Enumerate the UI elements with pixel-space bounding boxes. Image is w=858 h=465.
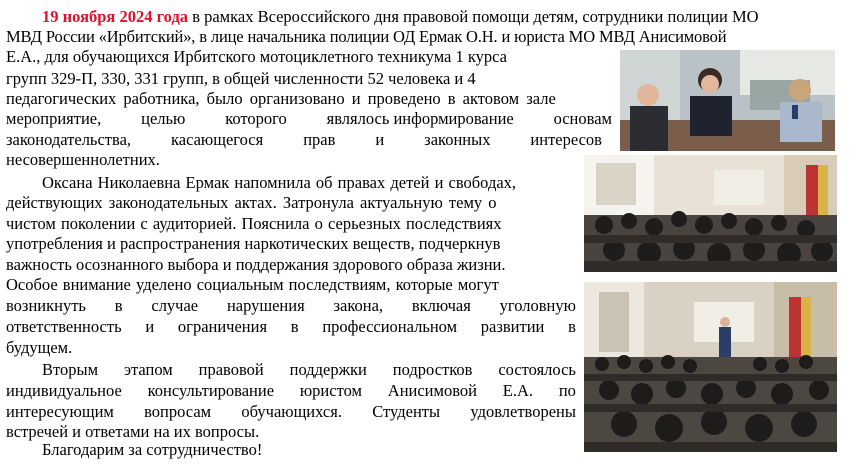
word: законодательства,	[6, 130, 132, 149]
paragraph-3-line-4: встречей и ответами на их вопросы.	[6, 422, 260, 441]
paragraph-4-line-1: Благодарим за сотрудничество!	[42, 440, 263, 459]
word: профессиональном	[322, 317, 458, 336]
word: закона,	[333, 296, 384, 315]
paragraph-1-line-4-text: групп 329-П, 330, 331 групп, в общей численности 52 человека и 4	[6, 69, 476, 88]
paragraph-1-line-6	[6, 109, 612, 129]
paragraph-2-line-7	[6, 296, 576, 316]
word: ограничения	[177, 317, 268, 336]
word: в	[568, 317, 576, 336]
paragraph-2-line-6: Особое внимание уделено социальным последствиям, которые могут	[6, 275, 499, 294]
word: прав	[303, 130, 336, 149]
word: обучающихся.	[241, 402, 342, 421]
word: индивидуальное	[6, 381, 122, 400]
word: поддержки	[289, 360, 367, 379]
word: случае	[151, 296, 199, 315]
word: и	[375, 130, 385, 149]
photo-assembly-hall-wide-graphic	[584, 282, 837, 452]
paragraph-1-line-3: Е.А., для обучающихся Ирбитского мотоциклетного техникума 1 курса	[6, 47, 507, 66]
paragraph-1-line-1	[42, 7, 759, 27]
word: подростков	[392, 360, 473, 379]
word: Анисимовой	[387, 381, 477, 400]
word: уголовную	[499, 296, 576, 315]
word: вопросам	[144, 402, 212, 421]
word: Вторым	[42, 360, 99, 379]
paragraph-1-line-5: педагогических работника, было организовано и проведено в актовом зале	[6, 89, 556, 108]
paragraph-1-line-2: МВД России «Ирбитский», в лице начальника полиции ОД Ермак О.Н. и юриста МО МВД Анисимовой	[6, 27, 727, 46]
paragraph-3-line-2	[6, 381, 576, 401]
word: включая	[411, 296, 471, 315]
word: консультирование	[147, 381, 275, 400]
word: в	[290, 317, 299, 336]
word: касающегося	[170, 130, 264, 149]
word: в	[114, 296, 123, 315]
word: законных	[424, 130, 491, 149]
word: состоялось	[498, 360, 576, 379]
word: развитии	[480, 317, 545, 336]
word: являлось информирование	[326, 109, 514, 128]
paragraph-3-line-3	[6, 402, 576, 422]
photo-assembly-hall-wide	[584, 282, 837, 452]
paragraph-3-line-1	[42, 360, 576, 380]
word: целью	[141, 109, 186, 128]
word: нарушения	[226, 296, 305, 315]
word: интересующим	[6, 402, 114, 421]
word: Е.А.	[502, 381, 534, 400]
paragraph-1-line-8: несовершеннолетних.	[6, 150, 160, 169]
word: основам	[553, 109, 612, 128]
event-date: 19 ноября 2024 года	[42, 7, 189, 26]
word: юристом	[299, 381, 362, 400]
word: мероприятие,	[6, 109, 102, 128]
photo-assembly-hall-graphic	[584, 155, 837, 272]
paragraph-2-line-2: действующих законодательных актах. Затронула актуальную тему о	[6, 193, 497, 212]
photo-assembly-hall	[584, 155, 837, 272]
paragraph-2-line-5: важность осознанного выбора и поддержания здорового образа жизни.	[6, 255, 506, 274]
word: удовлетворены	[470, 402, 576, 421]
word: ответственность	[6, 317, 122, 336]
word: интересов	[530, 130, 602, 149]
word: Студенты	[372, 402, 441, 421]
paragraph-2-line-9: будущем.	[6, 338, 73, 357]
paragraph-1-line-1-text: в рамках Всероссийского дня правовой помощи детям, сотрудники полиции МО	[192, 7, 759, 26]
paragraph-2-line-8	[6, 317, 576, 337]
paragraph-2-line-1: Оксана Николаевна Ермак напомнила об правах детей и свободах,	[42, 173, 517, 192]
word: этапом	[123, 360, 173, 379]
word: возникнуть	[6, 296, 86, 315]
word: правовой	[198, 360, 264, 379]
paragraph-2-line-4: употребления и распространения наркотических веществ, подчеркнув	[6, 234, 501, 253]
word: по	[558, 381, 576, 400]
paragraph-1-line-4	[6, 69, 612, 89]
photo-consultation	[620, 50, 835, 151]
photo-consultation-graphic	[620, 50, 835, 151]
word: которого	[225, 109, 287, 128]
paragraph-1-line-7	[6, 130, 602, 150]
word: и	[145, 317, 155, 336]
paragraph-2-line-3: чистом поколении с аудиторией. Пояснила о серьезных последствиях	[6, 214, 502, 233]
